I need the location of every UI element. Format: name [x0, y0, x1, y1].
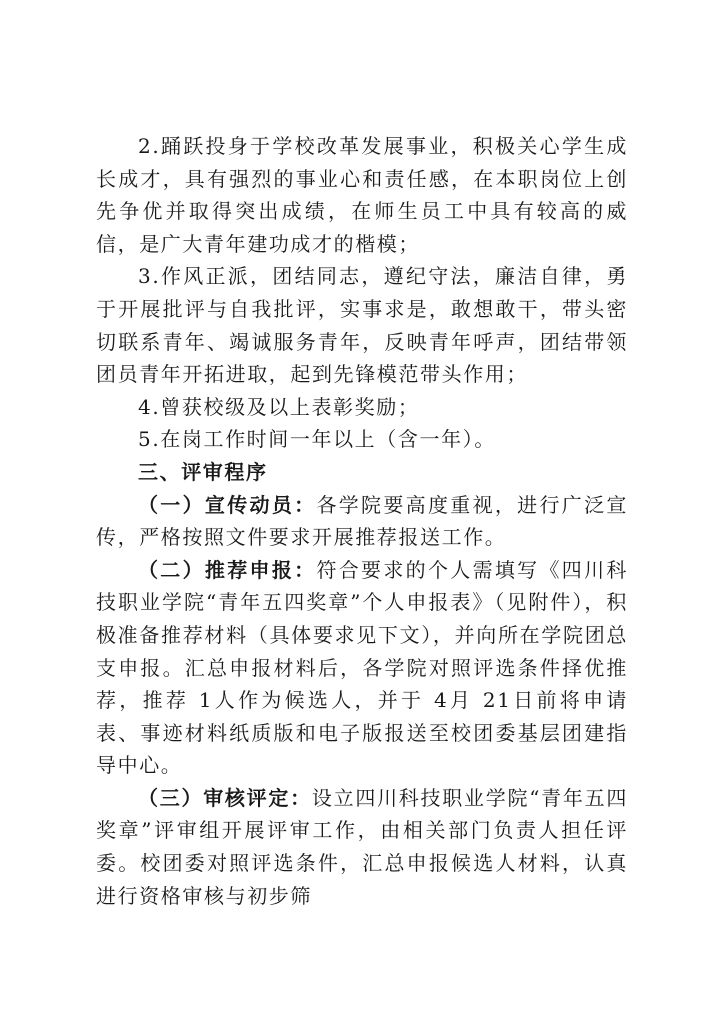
criteria-item-2: 2.踊跃投身于学校改革发展事业，积极关心学生成长成才，具有强烈的事业心和责任感，在本职岗位上创先争优并取得突出成绩，在师生员工中具有较高的威信，是广大青年建功成才的楷模； [96, 134, 628, 256]
document-body [96, 130, 628, 912]
criteria-item-4: 4.曾获校级及以上表彰奖励； [138, 394, 420, 419]
criteria-item-5: 5.在岗工作时间一年以上（含一年）。 [138, 427, 496, 452]
procedure-item-2 [96, 554, 628, 782]
procedure-item-1 [96, 489, 628, 554]
procedure-text: 各学院要高度重视，进行广泛宣传，严格按照文件要求开展推荐报送工作。 [96, 492, 628, 550]
procedure-text: 符合要求的个人需填写《四川科技职业学院“青年五四奖章”个人申报表》（见附件），积极准备推荐材料（具体要求见下文），并向所在学院团总支申报。汇总申报材料后，各学院对照评选条件择优推荐，推荐 1人作为候选人，并于 4月 21日前将申请表、事迹材料纸质版和电子版报送至校团委基层团建指导中心。 [96, 557, 628, 778]
procedure-label: （一）宣传动员： [138, 492, 317, 517]
procedure-label: （二）推荐申报： [138, 557, 317, 582]
procedure-text: 设立四川科技职业学院“青年五四奖章”评审组开展评审工作，由相关部门负责人担任评委。校团委对照评选条件，汇总申报候选人材料，认真进行资格审核与初步筛 [96, 785, 628, 908]
criteria-item-3: 3.作风正派，团结同志，遵纪守法，廉洁自律，勇于开展批评与自我批评，实事求是，敢想敢干，带头密切联系青年、竭诚服务青年，反映青年呼声，团结带领团员青年开拓进取，起到先锋模范带头作用； [96, 264, 628, 387]
procedure-label: （三）审核评定： [138, 785, 312, 810]
section-heading: 三、评审程序 [138, 459, 268, 484]
procedure-item-3 [96, 782, 628, 912]
